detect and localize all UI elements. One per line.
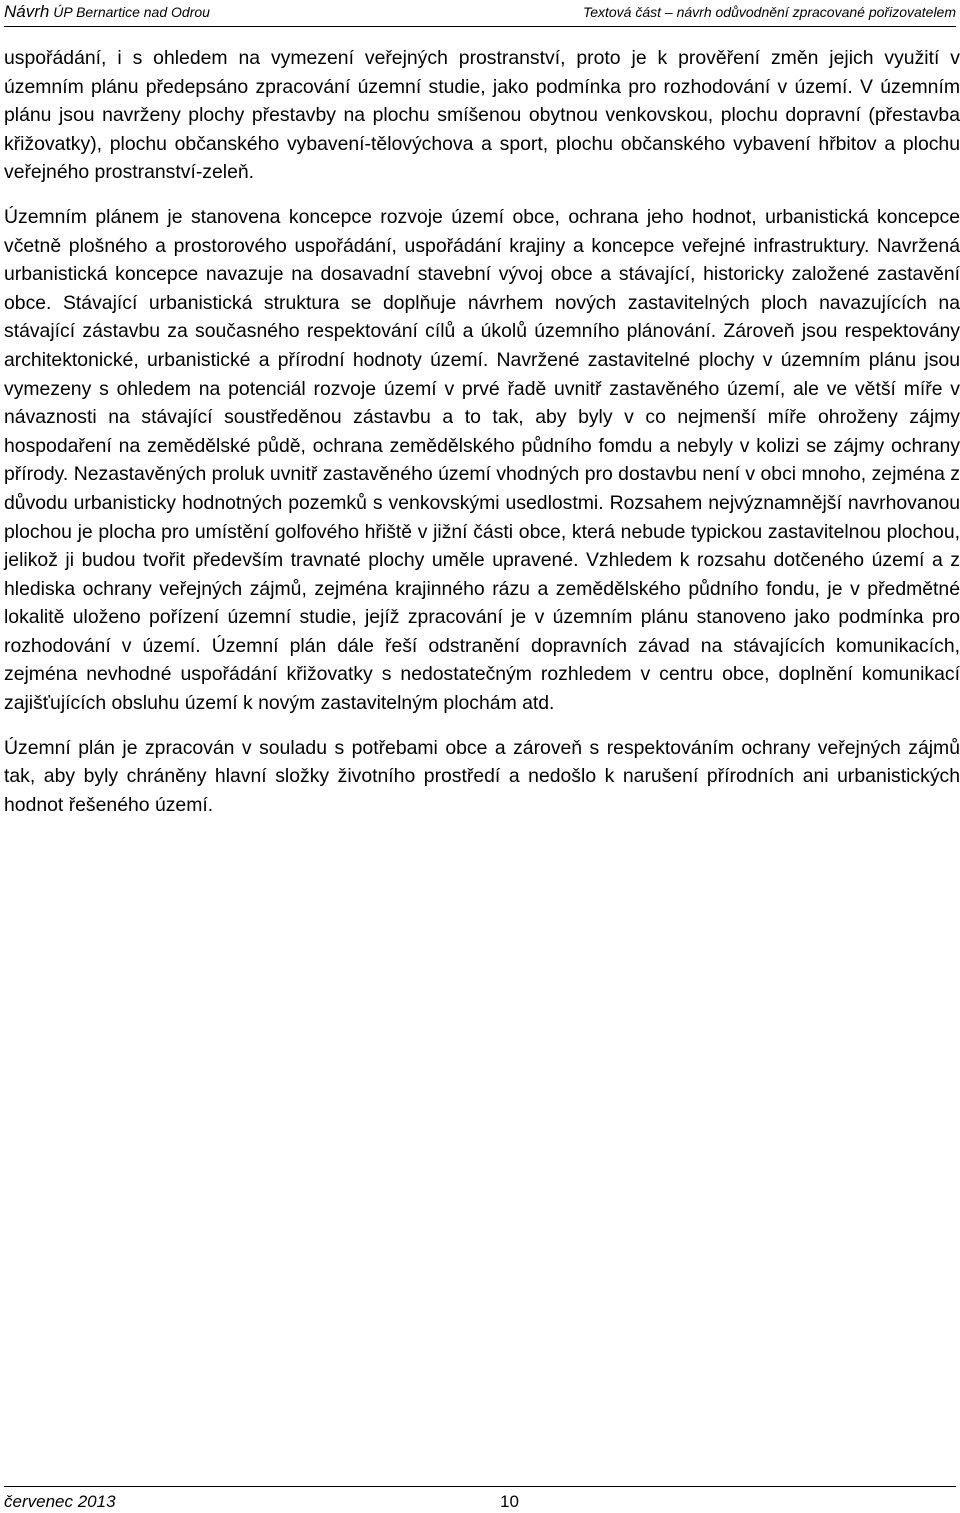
body-paragraph-3: Územní plán je zpracován v souladu s potřebami obce a zároveň s respektováním ochrany veřejných zájmů tak, aby byly chráněny hlavní složky životního prostředí a nedošlo k narušení přírodních ani urbanistických hodnot řešeného území.: [4, 736, 960, 816]
document-body: [4, 44, 960, 835]
header-document-title: [4, 0, 210, 24]
page-number: 10: [500, 1492, 519, 1511]
footer-date: červenec 2013: [4, 1492, 116, 1511]
body-paragraph-1: uspořádání, i s ohledem na vymezení veřejných prostranství, proto je k prověření změn jejich využití v územním plánu předepsáno zpracování územní studie, jako podmínka pro rozhodování v území. V územním plánu jsou navrženy plochy přestavby na plochu smíšenou obytnou venkovskou, plochu dopravní (přestavba křižovatky), plochu občanského vybavení-tělovýchova a sport, plochu občanského vybavení hřbitov a plochu veřejného prostranství-zeleň.: [4, 47, 960, 184]
header-plan-name: ÚP Bernartice nad Odrou: [53, 4, 210, 20]
header-section-title: Textová část – návrh odůvodnění zpracované pořizovatelem: [582, 4, 956, 20]
page-footer: [4, 1486, 956, 1513]
body-paragraph-2: Územním plánem je stanovena koncepce rozvoje území obce, ochrana jeho hodnot, urbanistická koncepce včetně plošného a prostorového uspořádání, uspořádání krajiny a koncepce veřejné infrastruktury. Navržená urbanistická koncepce navazuje na dosavadní stavební vývoj obce a stávající, historicky založené zastavění obce. Stávající urbanistická struktura se doplňuje návrhem nových zastavitelných ploch navazujících na stávající zástavbu za současného respektování cílů a úkolů územního plánování. Zároveň jsou respektovány architektonické, urbanistické a přírodní hodnoty území. Navržené zastavitelné plochy v územním plánu jsou vymezeny s ohledem na potenciál rozvoje území v prvé řadě uvnitř zastavěného území, ale ve větší míře v návaznosti na stávající soustředěnou zástavbu a to tak, aby byly v co nejmenší míře ohroženy zájmy hospodaření na zemědělské půdě, ochrana zemědělského půdního fomdu a nebyly v kolizi se zájmy ochrany přírody. Nezastavěných proluk uvnitř zastavěného území vhodných pro dostavbu není v obci mnoho, zejména z důvodu urbanisticky hodnotných pozemků s venkovskými usedlostmi. Rozsahem nejvýznamnější navrhovanou plochou je plocha pro umístění golfového hřiště v jižní části obce, která nebude typickou zastavitelnou plochou, jelikož ji budou tvořit především travnaté plochy uměle upravené. Vzhledem k rozsahu dotčeného území a z hlediska ochrany veřejných zájmů, zejména krajinného rázu a zemědělského půdního fondu, je v předmětné lokalitě uloženo pořízení územní studie, jejíž zpracování je v územním plánu stanoveno jako podmínka pro rozhodování v území. Územní plán dále řeší odstranění dopravních závad na stávajících komunikacích, zejména nevhodné uspořádání křižovatky s nedostatečným rozhledem v centru obce, doplnění komunikací zajišťujících obsluhu území k novým zastavitelným plochám atd.: [4, 205, 960, 715]
header-doc-type: Návrh: [4, 2, 50, 21]
page-header: [4, 0, 956, 27]
